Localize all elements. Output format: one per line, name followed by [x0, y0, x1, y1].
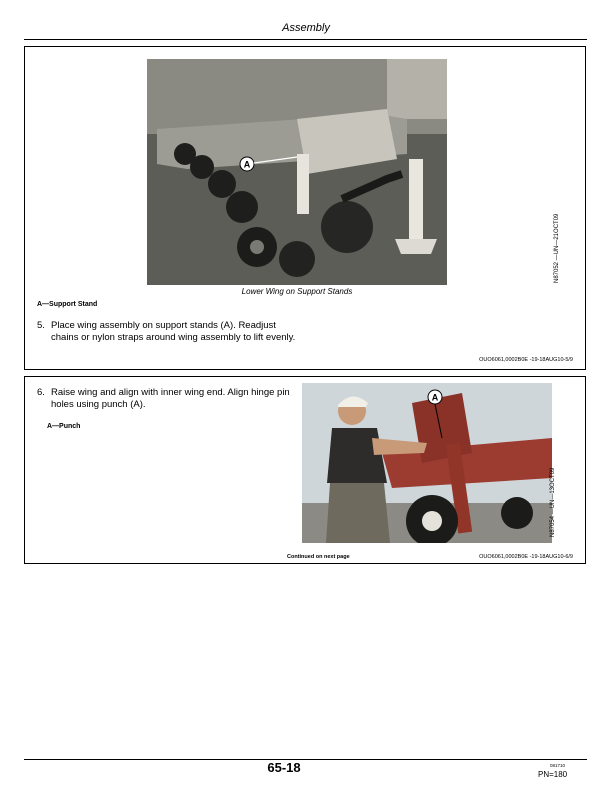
page-number: 65-18: [267, 760, 301, 775]
step-text: Raise wing and align with inner wing end. Align hinge pin holes using punch (A).: [51, 387, 290, 410]
section-align-hinge: [24, 376, 586, 564]
legend-punch: A—Punch: [47, 423, 81, 430]
wing-on-stands-photo: [147, 59, 447, 285]
step-text: Place wing assembly on support stands (A). Readjust chains or nylon straps around wing assembly to lift evenly.: [51, 320, 296, 343]
image-side-code: N87054 —UN—13OCT09: [550, 467, 556, 537]
photo-caption: Lower Wing on Support Stands: [241, 287, 353, 296]
pn-number: PN=180: [538, 770, 568, 779]
continued-note: Continued on next page: [287, 554, 350, 560]
page-header-title: Assembly: [282, 22, 330, 34]
image-side-code: N87052 —UN—21OCT09: [554, 213, 560, 283]
step-number: 6.: [37, 387, 45, 398]
callout-a-label: A: [431, 392, 439, 403]
align-hinge-photo: [302, 383, 552, 543]
step-number: 5.: [37, 320, 45, 331]
header-divider: [24, 39, 587, 40]
reference-code: OUO6061,0002B0E -19-18AUG10-5/9: [479, 357, 573, 363]
footer-small-code: 081710: [550, 763, 566, 768]
reference-code: OUO6061,0002B0E -19-18AUG10-6/9: [479, 554, 573, 560]
section-support-stands: [24, 46, 586, 370]
legend-support-stand: A—Support Stand: [37, 301, 98, 308]
callout-a-label: A: [243, 159, 251, 170]
